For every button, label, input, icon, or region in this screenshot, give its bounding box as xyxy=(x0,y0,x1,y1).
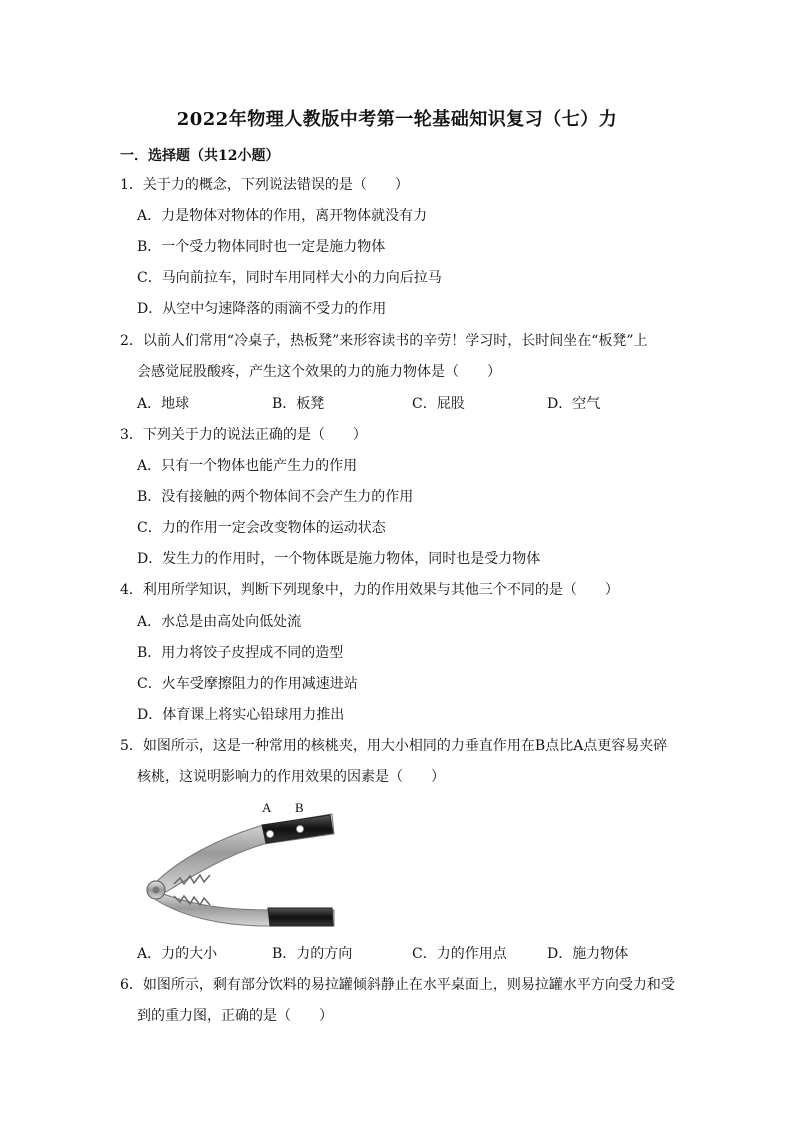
question-2-option-b: B．板凳 xyxy=(272,396,325,412)
figure-label-a: A xyxy=(262,800,272,815)
question-3-option-d: D．发生力的作用时，一个物体既是施力物体，同时也是受力物体 xyxy=(137,551,541,567)
question-4-option-b: B．用力将饺子皮捏成不同的造型 xyxy=(137,645,344,661)
question-5-option-c: C．力的作用点 xyxy=(412,946,507,962)
question-6-stem-line-1: 6．如图所示，剩有部分饮料的易拉罐倾斜静止在水平桌面上，则易拉罐水平方向受力和受 xyxy=(120,977,675,993)
question-4-option-d: D．体育课上将实心铅球用力推出 xyxy=(137,707,345,723)
question-1-option-a: A．力是物体对物体的作用，离开物体就没有力 xyxy=(137,208,428,224)
question-3-stem: 3．下列关于力的说法正确的是（ ） xyxy=(120,427,367,443)
question-1-option-d: D．从空中匀速降落的雨滴不受力的作用 xyxy=(137,301,387,317)
question-4-option-c: C．火车受摩擦阻力的作用减速进站 xyxy=(137,676,358,692)
question-4-stem: 4．利用所学知识，判断下列现象中，力的作用效果与其他三个不同的是（ ） xyxy=(120,582,619,598)
nutcracker-figure xyxy=(140,798,340,930)
question-2-option-c: C．屁股 xyxy=(412,396,465,412)
question-3-option-c: C．力的作用一定会改变物体的运动状态 xyxy=(137,520,386,536)
question-5-option-b: B．力的方向 xyxy=(272,946,353,962)
question-5-option-a: A．力的大小 xyxy=(137,946,218,962)
question-5-stem-line-2: 核桃，这说明影响力的作用效果的因素是（ ） xyxy=(137,769,445,785)
question-5-stem-line-1: 5．如图所示，这是一种常用的核桃夹，用大小相同的力垂直作用在B点比A点更容易夹碎 xyxy=(120,738,668,754)
figure-label-b: B xyxy=(295,800,304,815)
question-2-option-d: D．空气 xyxy=(547,396,601,412)
question-2-option-a: A．地球 xyxy=(137,396,190,412)
section-heading: 一．选择题（共12小题） xyxy=(120,148,280,164)
question-5-option-d: D．施力物体 xyxy=(547,946,629,962)
question-4-option-a: A．水总是由高处向低处流 xyxy=(137,614,302,630)
question-1-option-b: B．一个受力物体同时也一定是施力物体 xyxy=(137,239,386,255)
question-1-stem: 1．关于力的概念，下列说法错误的是（ ） xyxy=(120,177,409,193)
document-title: 2022年物理人教版中考第一轮基础知识复习（七）力 xyxy=(176,109,618,130)
question-3-option-b: B．没有接触的两个物体间不会产生力的作用 xyxy=(137,489,414,505)
question-2-stem-line-1: 2．以前人们常用“冷桌子，热板凳”来形容读书的辛劳！学习时，长时间坐在“板凳”上 xyxy=(120,333,648,349)
question-3-option-a: A．只有一个物体也能产生力的作用 xyxy=(137,458,358,474)
question-1-option-c: C．马向前拉车，同时车用同样大小的力向后拉马 xyxy=(137,270,442,286)
question-2-stem-line-2: 会感觉屁股酸疼，产生这个效果的力的施力物体是（ ） xyxy=(137,364,501,380)
nutcracker-illustration xyxy=(140,798,340,930)
question-6-stem-line-2: 到的重力图，正确的是（ ） xyxy=(137,1008,333,1024)
